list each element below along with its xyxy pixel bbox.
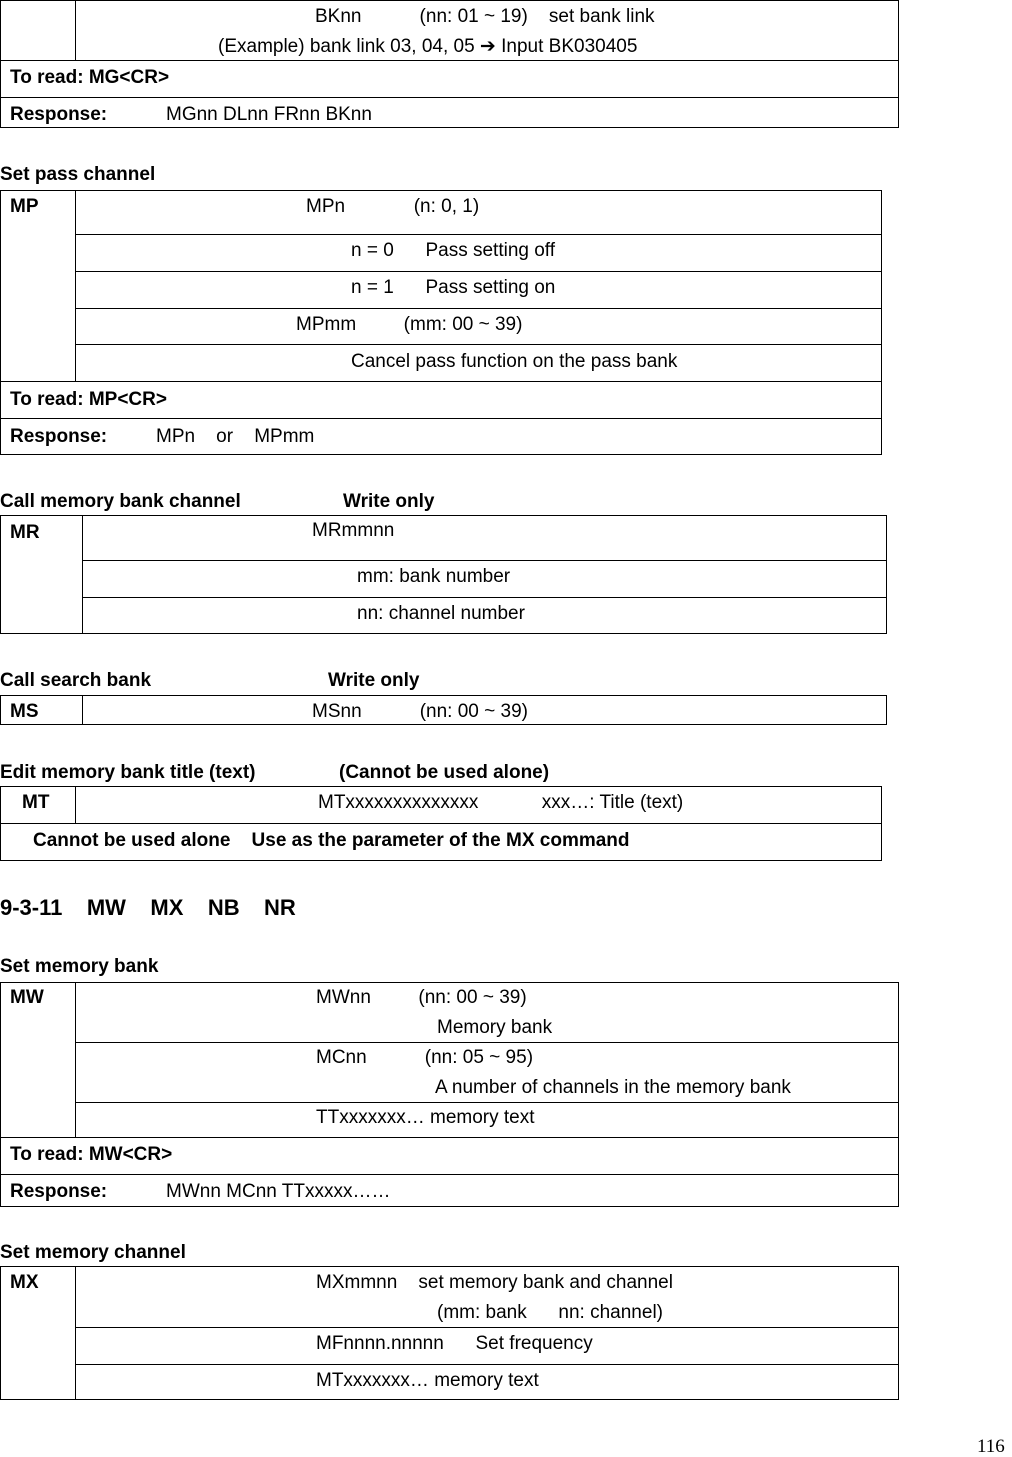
mx-heading: Set memory channel bbox=[0, 1242, 186, 1263]
mp-row-mpmm: MPmm (mm: 00 ~ 39) bbox=[296, 314, 523, 335]
mx-row-mxmmnn-desc: (mm: bank nn: channel) bbox=[437, 1302, 663, 1323]
mt-heading-note: (Cannot be used alone) bbox=[339, 762, 550, 783]
mp-row-n1: n = 1 Pass setting on bbox=[351, 277, 556, 298]
page-number: 116 bbox=[977, 1436, 1005, 1457]
ms-command: MS bbox=[10, 701, 39, 722]
mx-command: MX bbox=[10, 1272, 39, 1293]
mw-response-label: Response: bbox=[10, 1181, 108, 1202]
mt-heading: Edit memory bank title (text) bbox=[0, 762, 256, 783]
mr-row-mm: mm: bank number bbox=[357, 566, 511, 587]
mw-row-mwnn: MWnn (nn: 00 ~ 39) bbox=[316, 987, 527, 1008]
ms-row-msnn: MSnn (nn: 00 ~ 39) bbox=[312, 701, 528, 722]
mp-response-value: MPn or MPmm bbox=[156, 426, 315, 447]
ms-heading-note: Write only bbox=[328, 670, 420, 691]
mt-command: MT bbox=[22, 792, 50, 813]
mw-row-mcnn: MCnn (nn: 05 ~ 95) bbox=[316, 1047, 534, 1068]
mr-command: MR bbox=[10, 522, 40, 543]
section-title: 9-3-11 MW MX NB NR bbox=[0, 895, 296, 920]
mp-command: MP bbox=[10, 196, 39, 217]
mp-row-mpn: MPn (n: 0, 1) bbox=[306, 196, 480, 217]
mw-response-value: MWnn MCnn TTxxxxx…… bbox=[166, 1181, 391, 1202]
mg-response-value: MGnn DLnn FRnn BKnn bbox=[166, 104, 372, 125]
mw-read-label: To read: MW<CR> bbox=[10, 1144, 173, 1165]
mw-row-mwnn-desc: Memory bank bbox=[437, 1017, 553, 1038]
mt-row-note: Cannot be used alone Use as the parameter of the MX command bbox=[33, 830, 630, 851]
mw-command: MW bbox=[10, 987, 44, 1008]
mr-row-nn: nn: channel number bbox=[357, 603, 525, 624]
mp-response-label: Response: bbox=[10, 426, 108, 447]
mp-row-cancel: Cancel pass function on the pass bank bbox=[351, 351, 678, 372]
mg-bank-link-example: (Example) bank link 03, 04, 05 ➔ Input BK030405 bbox=[218, 36, 638, 57]
mp-row-n0: n = 0 Pass setting off bbox=[351, 240, 556, 261]
mp-heading: Set pass channel bbox=[0, 164, 156, 185]
mr-heading: Call memory bank channel bbox=[0, 491, 241, 512]
mw-heading: Set memory bank bbox=[0, 956, 159, 977]
mx-row-mfnnnn: MFnnnn.nnnnn Set frequency bbox=[316, 1333, 593, 1354]
mg-response-label: Response: bbox=[10, 104, 108, 125]
mx-row-mtxxx: MTxxxxxxx… memory text bbox=[316, 1370, 539, 1391]
mp-read-label: To read: MP<CR> bbox=[10, 389, 167, 410]
mw-row-ttxxx: TTxxxxxxx… memory text bbox=[316, 1107, 535, 1128]
ms-heading: Call search bank bbox=[0, 670, 152, 691]
mw-row-mcnn-desc: A number of channels in the memory bank bbox=[435, 1077, 791, 1098]
mr-row-mrmmnn: MRmmnn bbox=[312, 520, 395, 541]
mg-read-label: To read: MG<CR> bbox=[10, 67, 170, 88]
mg-bank-link-text: BKnn (nn: 01 ~ 19) set bank link bbox=[315, 6, 655, 27]
mt-row-mtxxx: MTxxxxxxxxxxxxxx xxx…: Title (text) bbox=[318, 792, 684, 813]
mx-row-mxmmnn: MXmmnn set memory bank and channel bbox=[316, 1272, 673, 1293]
mr-heading-note: Write only bbox=[343, 491, 435, 512]
